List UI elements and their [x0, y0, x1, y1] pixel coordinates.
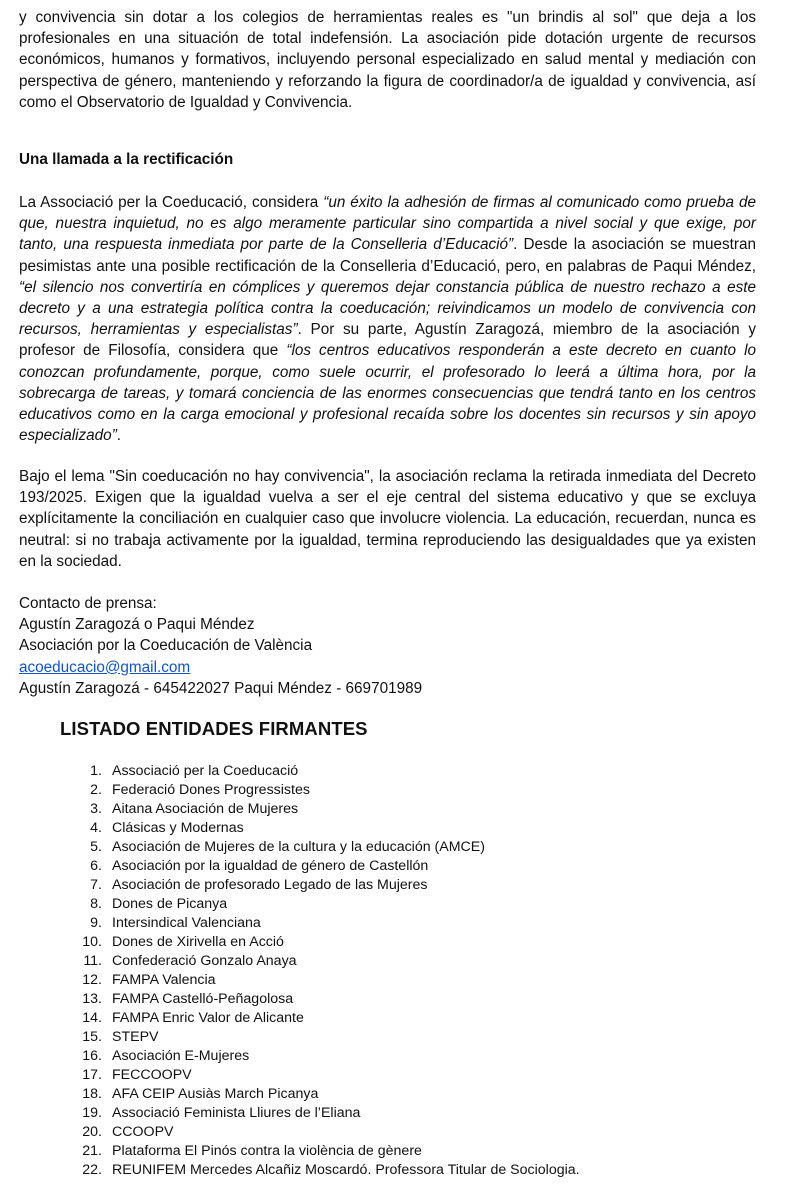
- quote-text: “los centros educativos responderán a este decreto en cuanto lo conozcan profundamente, porque, como suele ocurrir, el profesorado lo leerá a última hora, por la sobrecarga de tareas, y tomará conciencia de las enormes consecuencias que tendrá tanto en los centros educativos como en la carga emocional y profesional recaída sobre los docentes sin recursos y sin apoyo especializado”: [19, 342, 756, 445]
- list-item-name: REUNIFEM Mercedes Alcañiz Moscardó. Professora Titular de Sociologia.: [112, 1162, 580, 1178]
- list-item-name: FAMPA Valencia: [112, 972, 216, 988]
- paragraph-text: La Associació per la Coeducació, considera: [19, 194, 324, 211]
- list-item-number: 6.: [90, 858, 102, 874]
- list-item: [60, 1161, 580, 1180]
- list-item: [60, 1142, 580, 1161]
- list-item-number: 11.: [83, 953, 102, 969]
- list-item-name: Associació per la Coeducació: [112, 763, 299, 779]
- list-item-number: 4.: [90, 820, 102, 836]
- list-item: [60, 781, 580, 800]
- list-item-number: 22.: [82, 1162, 102, 1178]
- list-item-number: 12.: [82, 972, 102, 988]
- quote-paragraph: [19, 192, 756, 446]
- paragraph-text: . Por su parte, Agustín Zaragozá, miembro de la asociación y profesor de Filosofía, considera que: [19, 321, 757, 360]
- list-item-number: 3.: [90, 801, 102, 817]
- contact-organization: Asociación por la Coeducación de València: [19, 637, 313, 655]
- list-item-number: 8.: [90, 896, 102, 912]
- quote-text: “el silencio nos convertiría en cómplices y queremos dejar constancia pública de nuestro rechazo a este decreto y a una estrategia política contra la coeducación; reivindicamos un modelo de convivencia con recursos, herramientas y especialistas”: [19, 278, 756, 339]
- list-item: [60, 876, 580, 895]
- list-item-name: Asociación E-Mujeres: [112, 1048, 250, 1064]
- list-item: [60, 1066, 580, 1085]
- list-item-number: 18.: [82, 1086, 102, 1102]
- list-item: [60, 762, 580, 781]
- list-item: [60, 857, 580, 876]
- contact-label: Contacto de prensa:: [19, 595, 157, 612]
- list-item-name: Dones de Picanya: [112, 896, 228, 912]
- list-item: [60, 1085, 580, 1104]
- list-item-number: 21.: [82, 1143, 102, 1159]
- list-item-number: 15.: [82, 1029, 102, 1045]
- list-item: [60, 914, 580, 933]
- signatories-list: [60, 762, 580, 1180]
- list-item-number: 16.: [82, 1048, 102, 1064]
- contact-phones: Agustín Zaragozá - 645422027 Paqui Méndez - 669701989: [19, 679, 423, 697]
- list-item: [60, 800, 580, 819]
- list-item: [60, 838, 580, 857]
- list-item-number: 13.: [82, 991, 102, 1007]
- list-item-number: 7.: [90, 877, 102, 893]
- list-item-number: 14.: [82, 1010, 102, 1026]
- demand-paragraph: Bajo el lema "Sin coeducación no hay convivencia", la asociación reclama la retirada inmediata del Decreto 193/2025. Exigen que la igualdad vuelva a ser el eje central del sistema educativo y que se excluya explícitamente la conciliación en cualquier caso que involucre violencia. La educación, recuerdan, nunca es neutral: si no trabaja activamente por la igualdad, termina reproduciendo las desigualdades que ya existen en la sociedad.: [19, 468, 756, 570]
- list-item: [60, 952, 580, 971]
- list-item-number: 5.: [90, 839, 102, 855]
- list-item-name: Asociación de Mujeres de la cultura y la educación (AMCE): [112, 839, 485, 855]
- list-item: [60, 1123, 580, 1142]
- signatories-title: LISTADO ENTIDADES FIRMANTES: [60, 718, 368, 739]
- list-item: [60, 1047, 580, 1066]
- contact-names: Agustín Zaragozá o Paqui Méndez: [19, 616, 255, 634]
- intro-paragraph: y convivencia sin dotar a los colegios de herramientas reales es "un brindis al sol" que deja a los profesionales en una situación de total indefensión. La asociación pide dotación urgente de recursos económicos, humanos y formativos, incluyendo personal especializado en salud mental y mediación con perspectiva de género, manteniendo y reforzando la figura de coordinador/a de igualdad y convivencia, así como el Observatorio de Igualdad y Convivencia.: [19, 9, 756, 111]
- paragraph-text: . Desde la asociación se muestran pesimistas ante una posible rectificación de la Conselleria d’Educació, pero, en palabras de Paqui Méndez,: [19, 236, 756, 275]
- list-item-name: Federació Dones Progressistes: [112, 782, 310, 798]
- press-contact: [19, 593, 422, 699]
- list-item: [60, 819, 580, 838]
- list-item-name: CCOOPV: [112, 1124, 174, 1140]
- list-item-number: 20.: [82, 1124, 102, 1140]
- list-item-name: Plataforma El Pinós contra la violència de gènere: [112, 1143, 422, 1159]
- list-item: [60, 1104, 580, 1123]
- list-item-number: 17.: [82, 1067, 102, 1083]
- list-item: [60, 895, 580, 914]
- list-item-name: Aitana Asociación de Mujeres: [112, 801, 299, 817]
- contact-email-link[interactable]: acoeducacio@gmail.com: [19, 658, 191, 676]
- list-item-name: FAMPA Castelló-Peñagolosa: [112, 991, 294, 1007]
- quote-text: “un éxito la adhesión de firmas al comunicado como prueba de que, nuestra inquietud, no es algo meramente particular sino compartida a nivel social y que exige, por tanto, una respuesta inmediata por parte de la Conselleria d’Educació”: [19, 194, 756, 254]
- list-item-name: FAMPA Enric Valor de Alicante: [112, 1010, 304, 1026]
- list-item-name: Intersindical Valenciana: [112, 915, 261, 931]
- list-item-number: 9.: [90, 915, 102, 931]
- list-item-name: Associació Feminista Lliures de l’Eliana: [112, 1105, 361, 1121]
- list-item: [60, 933, 580, 952]
- list-item-name: Clásicas y Modernas: [112, 820, 244, 836]
- list-item-name: Asociación de profesorado Legado de las Mujeres: [112, 877, 428, 893]
- list-item-name: STEPV: [112, 1029, 159, 1045]
- list-item-name: Confederació Gonzalo Anaya: [112, 953, 297, 969]
- list-item-name: AFA CEIP Ausiàs March Picanya: [112, 1086, 319, 1102]
- list-item-name: FECCOOPV: [112, 1067, 192, 1083]
- list-item-name: Dones de Xirivella en Acció: [112, 934, 284, 950]
- list-item: [60, 990, 580, 1009]
- list-item-number: 1.: [90, 763, 102, 779]
- list-item: [60, 971, 580, 990]
- paragraph-text: .: [116, 427, 122, 445]
- list-item: [60, 1028, 580, 1047]
- list-item: [60, 1009, 580, 1028]
- list-item-number: 19.: [82, 1105, 102, 1121]
- section-heading: Una llamada a la rectificación: [19, 151, 234, 168]
- list-item-name: Asociación por la igualdad de género de Castellón: [112, 858, 429, 874]
- list-item-number: 2.: [90, 782, 102, 798]
- list-item-number: 10.: [82, 934, 102, 950]
